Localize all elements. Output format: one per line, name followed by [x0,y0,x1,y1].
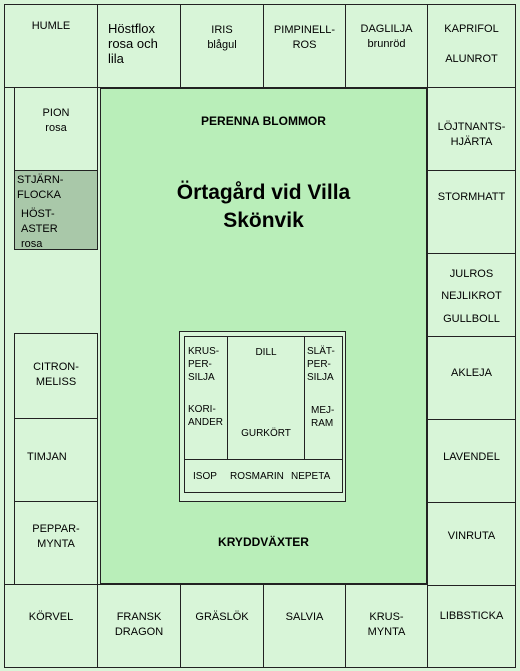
bed-label: IRIS blågul [207,24,237,51]
bed-label: KÖRVEL [28,611,74,623]
bed-fransk-dragon [97,584,181,668]
heading-herbs: KRYDDVÄXTER [218,535,309,549]
bed-stormhatt [427,170,516,254]
bed-lojtnantshjarta [427,87,516,171]
bed-label: ROSMARIN [230,471,284,482]
bed-label: LIBBSTICKA [439,610,504,622]
bed-label: KRUS- PER- SILJA [188,346,220,383]
bed-label: VINRUTA [447,530,496,542]
bed-kruspersilja [184,336,228,460]
bed-label: HUMLE [31,20,71,32]
bed-label: SLÄT- PER- SILJA [307,346,335,383]
bed-label: ALUNROT [445,53,498,65]
bed-label: SALVIA [285,611,324,623]
bed-daglilja [345,4,428,88]
heading-perennials: PERENNA BLOMMOR [201,114,326,128]
bed-citronmeliss [14,333,98,419]
bed-label: JULROS [449,268,494,280]
bed-label: HÖST- ASTER rosa [21,208,58,250]
bed-timjan [14,418,98,502]
bed-label: DILL [255,347,277,358]
bed-kaprifol [427,4,516,88]
bed-label: KORI- ANDER [188,404,224,428]
bed-label: GURKÖRT [241,428,291,439]
bed-label: Höstflox rosa och lila [108,21,158,66]
bed-label: KRUS- MYNTA [367,611,406,638]
bed-graslok [180,584,264,668]
bed-korvel [4,584,98,668]
bed-label: STJÄRN- FLOCKA [17,174,64,201]
bed-label: ISOP [193,471,217,482]
bed-label: DAGLILJA brunröd [360,23,413,50]
bed-label: GRÄSLÖK [195,611,249,623]
bed-humle [4,4,98,88]
bed-libbsticka [427,585,516,668]
bed-label: GULLBOLL [443,313,500,325]
bed-hostflox [97,4,181,88]
bed-label: PION rosa [42,107,70,134]
bed-pimpinellros [263,4,346,88]
bed-label: MEJ- RAM [311,405,335,429]
bed-krusmynta [345,584,428,668]
bed-vinruta [427,502,516,586]
bed-pion [14,87,98,171]
bed-label: NEPETA [291,471,331,482]
bed-salvia [263,584,346,668]
bed-lavendel [427,419,516,503]
bed-pepparmynta [14,501,98,585]
bed-label: NEJLIKROT [441,290,502,302]
bed-label: CITRON- MELISS [33,361,79,388]
garden-title: Örtagård vid Villa Skönvik [176,181,351,232]
bed-akleja [427,336,516,420]
bed-label: PIMPINELL- ROS [273,24,336,51]
bed-julros [427,253,516,337]
inner-herb-bed [179,331,346,502]
bed-isop-row [184,459,343,493]
bed-label: STORMHATT [437,191,506,203]
bed-label: PEPPAR- MYNTA [32,523,80,550]
bed-label: KAPRIFOL [444,23,499,35]
bed-label: AKLEJA [451,367,492,379]
bed-dill [227,336,305,460]
bed-label: FRANSK DRAGON [114,611,164,638]
bed-stjarnflocka [14,170,98,250]
bed-slatpersilja [304,336,343,460]
bed-iris [180,4,264,88]
bed-label: LÖJTNANTS- HJÄRTA [437,121,506,148]
bed-label: TIMJAN [27,451,67,463]
bed-label: LAVENDEL [443,451,500,463]
